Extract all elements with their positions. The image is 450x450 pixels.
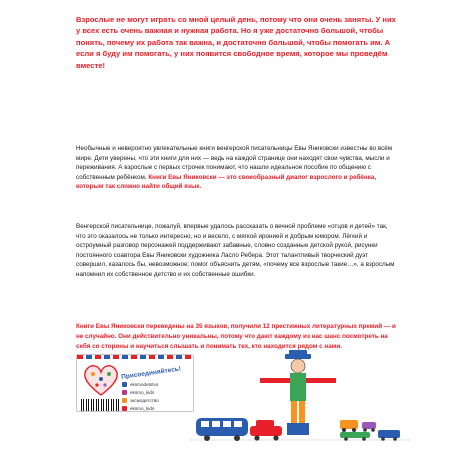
social-handle: eksmo_kids — [130, 389, 155, 395]
paragraph-intro — [76, 144, 396, 192]
social-links — [122, 380, 159, 412]
closing-statement: Книги Евы Яниковски переведены на 35 языков, получили 12 престижных литературных премий — и не случайно. Они действительно уникальны, потому что дают каждому из нас шанс посмотреть на себя со стороны и научиться слышать и понимать тех, кто находится рядом с нами. — [76, 323, 396, 350]
social-handle: eksmo_kids — [130, 405, 155, 411]
vk-icon — [122, 382, 127, 387]
officer-right-arm — [306, 378, 336, 383]
bus-icon — [196, 418, 248, 441]
car-icon — [250, 420, 282, 441]
stamp-airmail-border — [77, 355, 193, 359]
stamp-label: Присоединяйтесь! — [120, 365, 182, 381]
youtube-icon — [122, 406, 127, 411]
barcode — [81, 399, 121, 411]
paragraph-intro-plain: Необычные и невероятно увлекательные книги венгерской писательницы Евы Яниковски известны во всём мире. Дети уверены, что эти книги для них — ведь на каждой странице они находят свои чувства, мысли и переживания. А взрослые с первых строчек понимают, что нашли идеальное пособие по общению с собственным ребёнком. — [76, 145, 393, 181]
social-handle: эксмодетство — [130, 397, 159, 403]
social-item[interactable] — [122, 380, 159, 388]
social-handle: eksmodetstvo — [130, 381, 159, 387]
paragraph-story: Венгерской писательнице, пожалуй, впервые удалось рассказать о вечной проблеме «отцов и детей» так, что это оказалось не только интересно, но и весело, с мягкой иронией и добрым юмором. Лёгкий и остроумный разговор персонажей поддерживают забавные, словно созданные детской рукой, рисунки постоянного соавтора Евы Яниковски художника Ласло Ребера. Этот талантливый творческий дуэт совершил, казалось бы, невозможное: помог объяснить детям, «почему все взрослые такие…», а взрослым напомнил их собственное детство и их собственные ошибки. — [76, 223, 395, 278]
instagram-icon — [122, 390, 127, 395]
social-item[interactable] — [122, 396, 159, 404]
officer-left-arm — [260, 378, 290, 383]
paragraph-intro-highlight: Книги Евы Яниковски — это своеобразный диалог взрослого и ребёнка, которым так сложно найти общий язык. — [76, 173, 377, 191]
social-item[interactable] — [122, 404, 159, 412]
officer-podium — [287, 423, 309, 435]
ok-icon — [122, 398, 127, 403]
heart-icon — [81, 363, 121, 397]
lead-quote: Взрослые не могут играть со мной целый день, потому что они очень заняты. У них у всех есть очень важная и нужная работа. Но я уже достаточно большой, чтобы понять, почему их работа так важна, и достаточно большой, чтобы помогать им. А если я буду им помогать, у них появится свободное время, которое мы проведём вместе! — [76, 15, 396, 70]
toy-vehicles — [340, 420, 400, 441]
traffic-illustration — [190, 350, 410, 445]
social-item[interactable] — [122, 388, 159, 396]
